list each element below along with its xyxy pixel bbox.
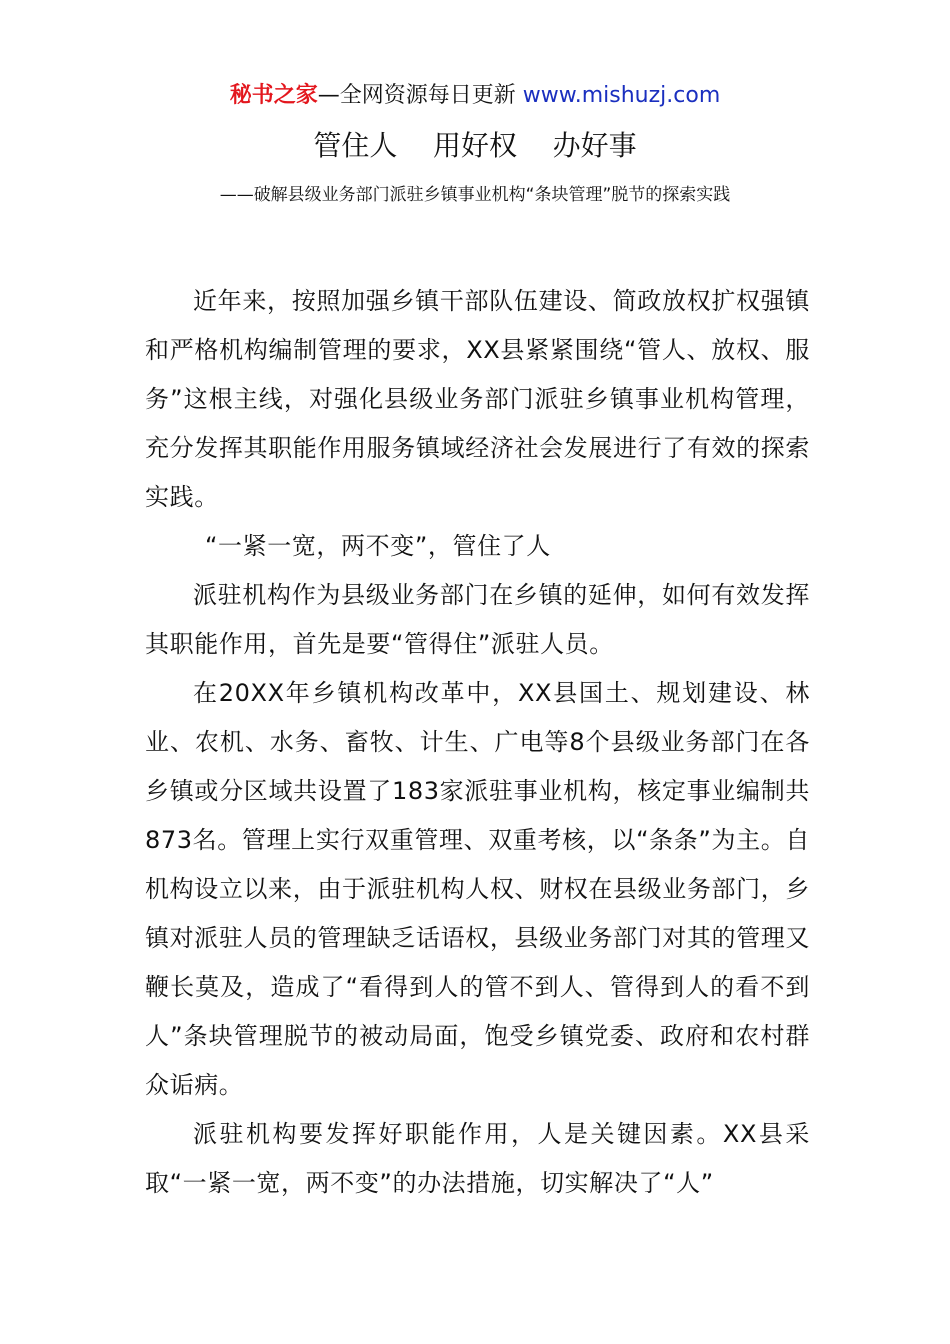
document-title: 管住人 用好权 办好事 bbox=[313, 129, 637, 162]
section-heading: “一紧一宽，两不变”，管住了人 bbox=[205, 532, 551, 560]
body-paragraph: 派驻机构作为县级业务部门在乡镇的延伸，如何有效发挥其职能作用，首先是要“管得住”派驻人员。 bbox=[145, 581, 810, 658]
document-subtitle: ——破解县级业务部门派驻乡镇事业机构“条块管理”脱节的探索实践 bbox=[219, 185, 731, 205]
site-url-link[interactable]: www.mishuzj.com bbox=[515, 83, 721, 108]
site-tagline: —全网资源每日更新 bbox=[317, 83, 516, 108]
site-header bbox=[0, 80, 950, 112]
site-brand: 秘书之家 bbox=[229, 83, 318, 108]
body-paragraph: 派驻机构要发挥好职能作用，人是关键因素。XX县采取“一紧一宽，两不变”的办法措施，切实解决了“人” bbox=[145, 1120, 810, 1197]
body-paragraph: 在20XX年乡镇机构改革中，XX县国土、规划建设、林业、农机、水务、畜牧、计生、广电等8个县级业务部门在各乡镇或分区域共设置了183家派驻事业机构，核定事业编制共873名。管理上实行双重管理、双重考核，以“条条”为主。自机构设立以来，由于派驻机构人权、财权在县级业务部门，乡镇对派驻人员的管理缺乏话语权，县级业务部门对其的管理又鞭长莫及，造成了“看得到人的管不到人、管得到人的看不到人”条块管理脱节的被动局面，饱受乡镇党委、政府和农村群众诟病。 bbox=[145, 679, 810, 1099]
body-paragraph: 近年来，按照加强乡镇干部队伍建设、简政放权扩权强镇和严格机构编制管理的要求，XX县紧紧围绕“管人、放权、服务”这根主线，对强化县级业务部门派驻乡镇事业机构管理，充分发挥其职能作用服务镇域经济社会发展进行了有效的探索实践。 bbox=[145, 287, 810, 511]
document-body bbox=[145, 277, 810, 1208]
